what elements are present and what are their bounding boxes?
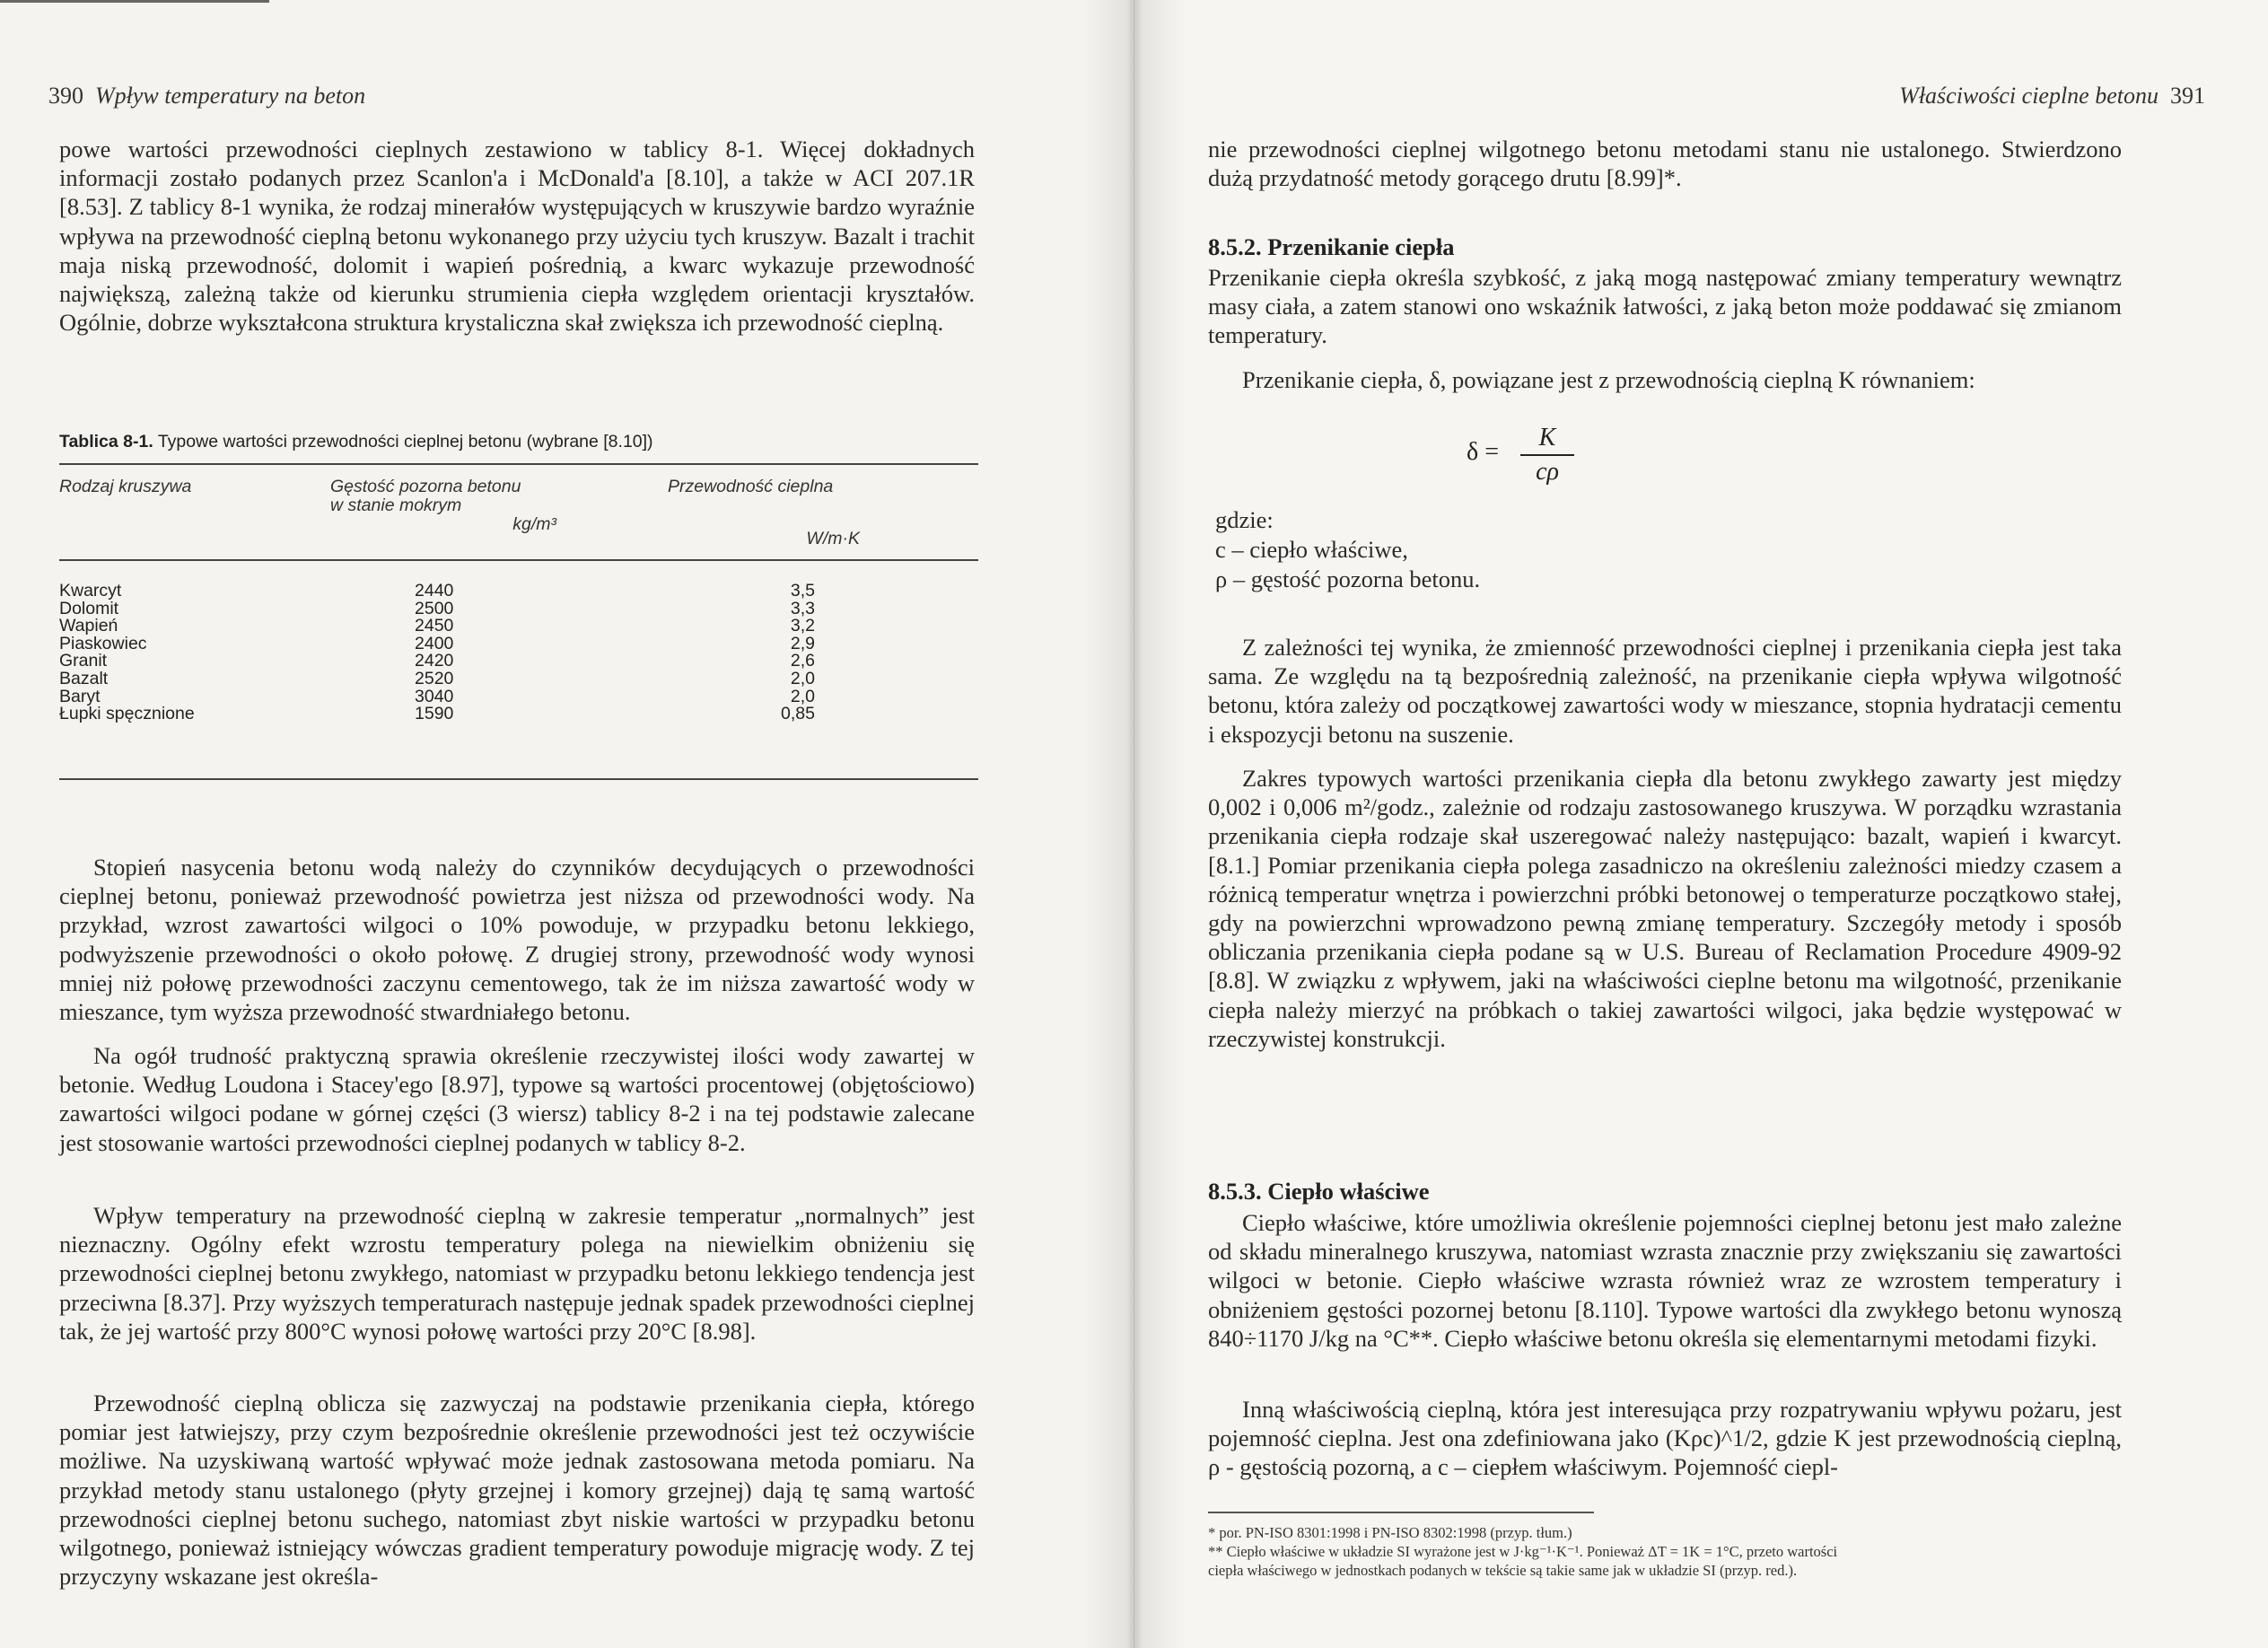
- table-cell-aggregate: Baryt: [59, 686, 101, 706]
- right-running-head-title: Właściwości cieplne betonu: [1899, 83, 2159, 109]
- where-label: gdzie:: [1215, 506, 1274, 533]
- table-col3-header: Przewodność cieplna: [668, 477, 834, 496]
- where-c: c – ciepło właściwe,: [1215, 536, 1408, 563]
- section-heading-852: 8.5.2. Przenikanie ciepła: [1208, 233, 1455, 260]
- table-cell-aggregate: Łupki spęcznione: [59, 704, 195, 724]
- table-cell-aggregate: Bazalt: [59, 669, 109, 688]
- footnote-2-line-2: ciepła właściwego w jednostkach podanych w tekście są takie same jak w układzie SI (przyp. red.).: [1208, 1562, 1798, 1579]
- formula-numerator: K: [1538, 424, 1556, 451]
- section-852-paragraph-3: Z zależności tej wynika, że zmienność przewodności cieplnej i przenikania ciepła jest taka sama. Ze względu na tą bezpośrednią zależność, na przenikanie ciepła wpływa wilgotność betonu, która zależy od początkowej zawartości wody w mieszance, stopnia hydratacji cementu i ekspozycji betonu na suszenie.: [1208, 634, 2122, 748]
- left-paragraph-3: Wpływ temperatury na przewodność cieplną w zakresie temperatur „normalnych” jest nieznaczny. Ogólny efekt wzrostu temperatury polega na niewielkim obniżeniu się przewodności cieplnej betonu zwykłego, natomiast w przypadku betonu lekkiego tendencja jest przeciwna [8.37]. Przy wyższych temperaturach następuje jednak spadek przewodności cieplnej tak, że jej wartość przy 800°C wynosi połowę wartości przy 20°C [8.98].: [59, 1202, 975, 1345]
- left-paragraph-2: Na ogół trudność praktyczną sprawia określenie rzeczywistej ilości wody zawartej w betonie. Według Loudona i Stacey'ego [8.97], typowe są wartości procentowej (objętościowo) zawartości wilgoci podane w górnej części (3 wiersz) tablicy 8-2 i na tej podstawie zalecane jest stosowanie wartości przewodności cieplnej podanych w tablicy 8-2.: [59, 1042, 975, 1156]
- table-cell-density: 1590: [415, 704, 454, 724]
- table-cell-conductivity: 2,0: [790, 669, 815, 688]
- footnote-1: * por. PN-ISO 8301:1998 i PN-ISO 8302:1998 (przyp. tłum.): [1208, 1524, 1572, 1541]
- left-intro-paragraph: powe wartości przewodności cieplnych zestawiono w tablicy 8-1. Więcej dokładnych informacji zostało podanych przez Scanlon'a i McDonald'a [8.10], a także w ACI 207.1R [8.53]. Z tablicy 8-1 wynika, że rodzaj minerałów występujących w kruszywie bardzo wyraźnie wpływa na przewodność cieplną betonu wykonanego przy użyciu tych kruszyw. Bazalt i trachit maja niską przewodność, dolomit i wapień pośrednią, a kwarc wykazuje przewodność największą, zależną także od kierunku strumienia ciepła względem orientacji kryształów. Ogólnie, dobrze wykształcona struktura krystaliczna skał zwiększa ich przewodność cieplną.: [59, 136, 975, 337]
- book-gutter-shadow: [1084, 0, 1185, 1648]
- section-852-paragraph-4: Zakres typowych wartości przenikania ciepła dla betonu zwykłego zawarty jest między 0,002 i 0,006 m²/godz., zależnie od rodzaju zastosowanego kruszywa. W porządku wzrastania przenikania ciepła rodzaje skał uszeregować należy następująco: bazalt, wapień i kwarcyt. [8.1.] Pomiar przenikania ciepła polega zasadniczo na określeniu zależności miedzy czasem a różnicą temperatur wnętrza i powierzchni próbki betonowej o temperaturze początkowo stałej, gdy na powierzchni wprowadzono pewną zmianę temperatury. Szczegóły metody i sposób obliczania przenikania ciepła podane są w U.S. Bureau of Reclamation Procedure 4909-92 [8.8]. W związku z wpływem, jaki na właściwości cieplne betonu ma wilgotność, przenikanie ciepła należy mierzyć na próbkach o takiej zawartości wilgoci, jaka będzie występować w rzeczywistej konstrukcji.: [1208, 765, 2122, 1052]
- table-col2-header-line2: w stanie mokrym: [330, 495, 462, 515]
- right-continuation-paragraph: nie przewodności cieplnej wilgotnego betonu metodami stanu nie ustalonego. Stwierdzono dużą przydatność metody gorącego drutu [8.99]*.: [1208, 136, 2122, 192]
- footnote-rule: [1208, 1512, 1594, 1513]
- table-cell-aggregate: Kwarcyt: [59, 581, 122, 600]
- left-running-head-title: Wpływ temperatury na beton: [95, 83, 366, 109]
- table-cell-conductivity: 3,2: [790, 616, 815, 636]
- table-col2-header-line1: Gęstość pozorna betonu: [330, 477, 521, 496]
- table-cell-density: 2420: [415, 651, 454, 671]
- table-col2-unit: kg/m³: [512, 514, 556, 534]
- table-cell-conductivity: 3,5: [790, 581, 815, 600]
- formula-lhs: δ =: [1467, 438, 1499, 466]
- section-852-paragraph-2: Przenikanie ciepła, δ, powiązane jest z przewodnością cieplną K równaniem:: [1242, 366, 1975, 393]
- diffusivity-formula: [1458, 424, 1646, 486]
- table-cell-conductivity: 0,85: [781, 704, 815, 724]
- table-caption-text: Typowe wartości przewodności cieplnej betonu (wybrane [8.10]): [157, 432, 653, 451]
- table-caption-label: Tablica 8-1.: [59, 432, 153, 451]
- table-header-rule: [59, 559, 978, 561]
- table-col3-unit: W/m·K: [806, 529, 860, 548]
- left-paragraph-4: Przewodność cieplną oblicza się zazwyczaj na podstawie przenikania ciepła, którego pomiar jest łatwiejszy, przy czym bezpośrednie określenie przewodności jest też oczywiście możliwe. Na uzyskiwaną wartość wpływać może jednak zastosowana metoda pomiaru. Na przykład metody stanu ustalonego (płyty grzejnej i komory grzejnej) dają tę samą wartość przewodności cieplnej betonu suchego, natomiast zbyt niskie wartości w przypadku betonu wilgotnego, ponieważ istniejący wówczas gradient temperatury powoduje migrację wody. Z tej przyczyny wskazane jest określa-: [59, 1389, 975, 1591]
- left-page-number: 390: [48, 83, 83, 109]
- table-caption: [59, 432, 653, 452]
- table-bottom-rule: [59, 778, 978, 780]
- table-cell-density: 2500: [415, 598, 454, 618]
- table-cell-aggregate: Dolomit: [59, 598, 119, 618]
- left-paragraph-1: Stopień nasycenia betonu wodą należy do czynników decydujących o przewodności cieplnej betonu, ponieważ przewodność powietrza jest niższa od przewodności wody. Na przykład, wzrost zawartości wilgoci o 10% powoduje, w przypadku betonu lekkiego, podwyższenie przewodności o około połowę. Z drugiej strony, przewodność wody wynosi mniej niż połowę przewodności zaczynu cementowego, tak że im niższa zawartość wody w mieszance, tym wyższa przewodność stwardniałego betonu.: [59, 854, 975, 1026]
- table-cell-aggregate: Granit: [59, 651, 108, 671]
- table-cell-density: 2400: [415, 633, 454, 653]
- table-cell-aggregate: Wapień: [59, 616, 118, 636]
- left-running-head: [48, 83, 365, 110]
- footnote-2-line-1: ** Ciepło właściwe w układzie SI wyrażone jest w J·kg⁻¹·K⁻¹. Ponieważ ΔT = 1K = 1°C, przeto wartości: [1208, 1543, 1838, 1560]
- table-cell-density: 2440: [415, 581, 454, 600]
- formula-denominator: cρ: [1536, 457, 1559, 486]
- section-852-paragraph-1: Przenikanie ciepła określa szybkość, z jaką mogą następować zmiany temperatury wewnątrz masy ciała, a zatem stanowi ono wskaźnik łatwości, z jaką beton może poddawać się zmianom temperatury.: [1208, 264, 2122, 349]
- right-running-head: [1899, 83, 2205, 110]
- right-page: [1134, 0, 2268, 1648]
- table-cell-conductivity: 2,6: [790, 651, 815, 671]
- table-cell-conductivity: 2,9: [790, 633, 815, 653]
- table-cell-density: 3040: [415, 686, 454, 706]
- table-cell-conductivity: 2,0: [790, 686, 815, 706]
- section-853-paragraph-1: Ciepło właściwe, które umożliwia określenie pojemności cieplnej betonu jest mało zależne od składu mineralnego kruszywa, natomiast wzrasta znacznie przy zwiększaniu się zawartości wilgoci w betonie. Ciepło właściwe wzrasta również wraz ze wzrostem temperatury i obniżeniem gęstości pozornej betonu [8.110]. Typowe wartości dla zwykłego betonu wynoszą 840÷1170 J/kg na °C**. Ciepło właściwe betonu określa się elementarnymi metodami fizyki.: [1208, 1209, 2122, 1352]
- table-cell-density: 2450: [415, 616, 454, 636]
- formula-fraction: [1520, 424, 1574, 487]
- where-rho: ρ – gęstość pozorna betonu.: [1215, 565, 1481, 592]
- table-cell-density: 2520: [415, 669, 454, 688]
- table-col1-header: Rodzaj kruszywa: [59, 477, 192, 496]
- top-edge-line: [0, 0, 269, 3]
- formula-fraction-bar: [1520, 454, 1574, 456]
- table-cell-aggregate: Piaskowiec: [59, 633, 147, 653]
- section-heading-853: 8.5.3. Ciepło właściwe: [1208, 1178, 1430, 1205]
- table-top-rule: [59, 463, 978, 465]
- right-page-number: 391: [2170, 83, 2205, 109]
- section-853-paragraph-2: Inną właściwością cieplną, która jest interesująca przy rozpatrywaniu wpływu pożaru, jest pojemność cieplna. Jest ona zdefiniowana jako (Kρc)^1/2, gdzie K jest przewodnością cieplną, ρ - gęstością pozorną, a c – ciepłem właściwym. Pojemność ciepl-: [1208, 1396, 2122, 1481]
- table-cell-conductivity: 3,3: [790, 598, 815, 618]
